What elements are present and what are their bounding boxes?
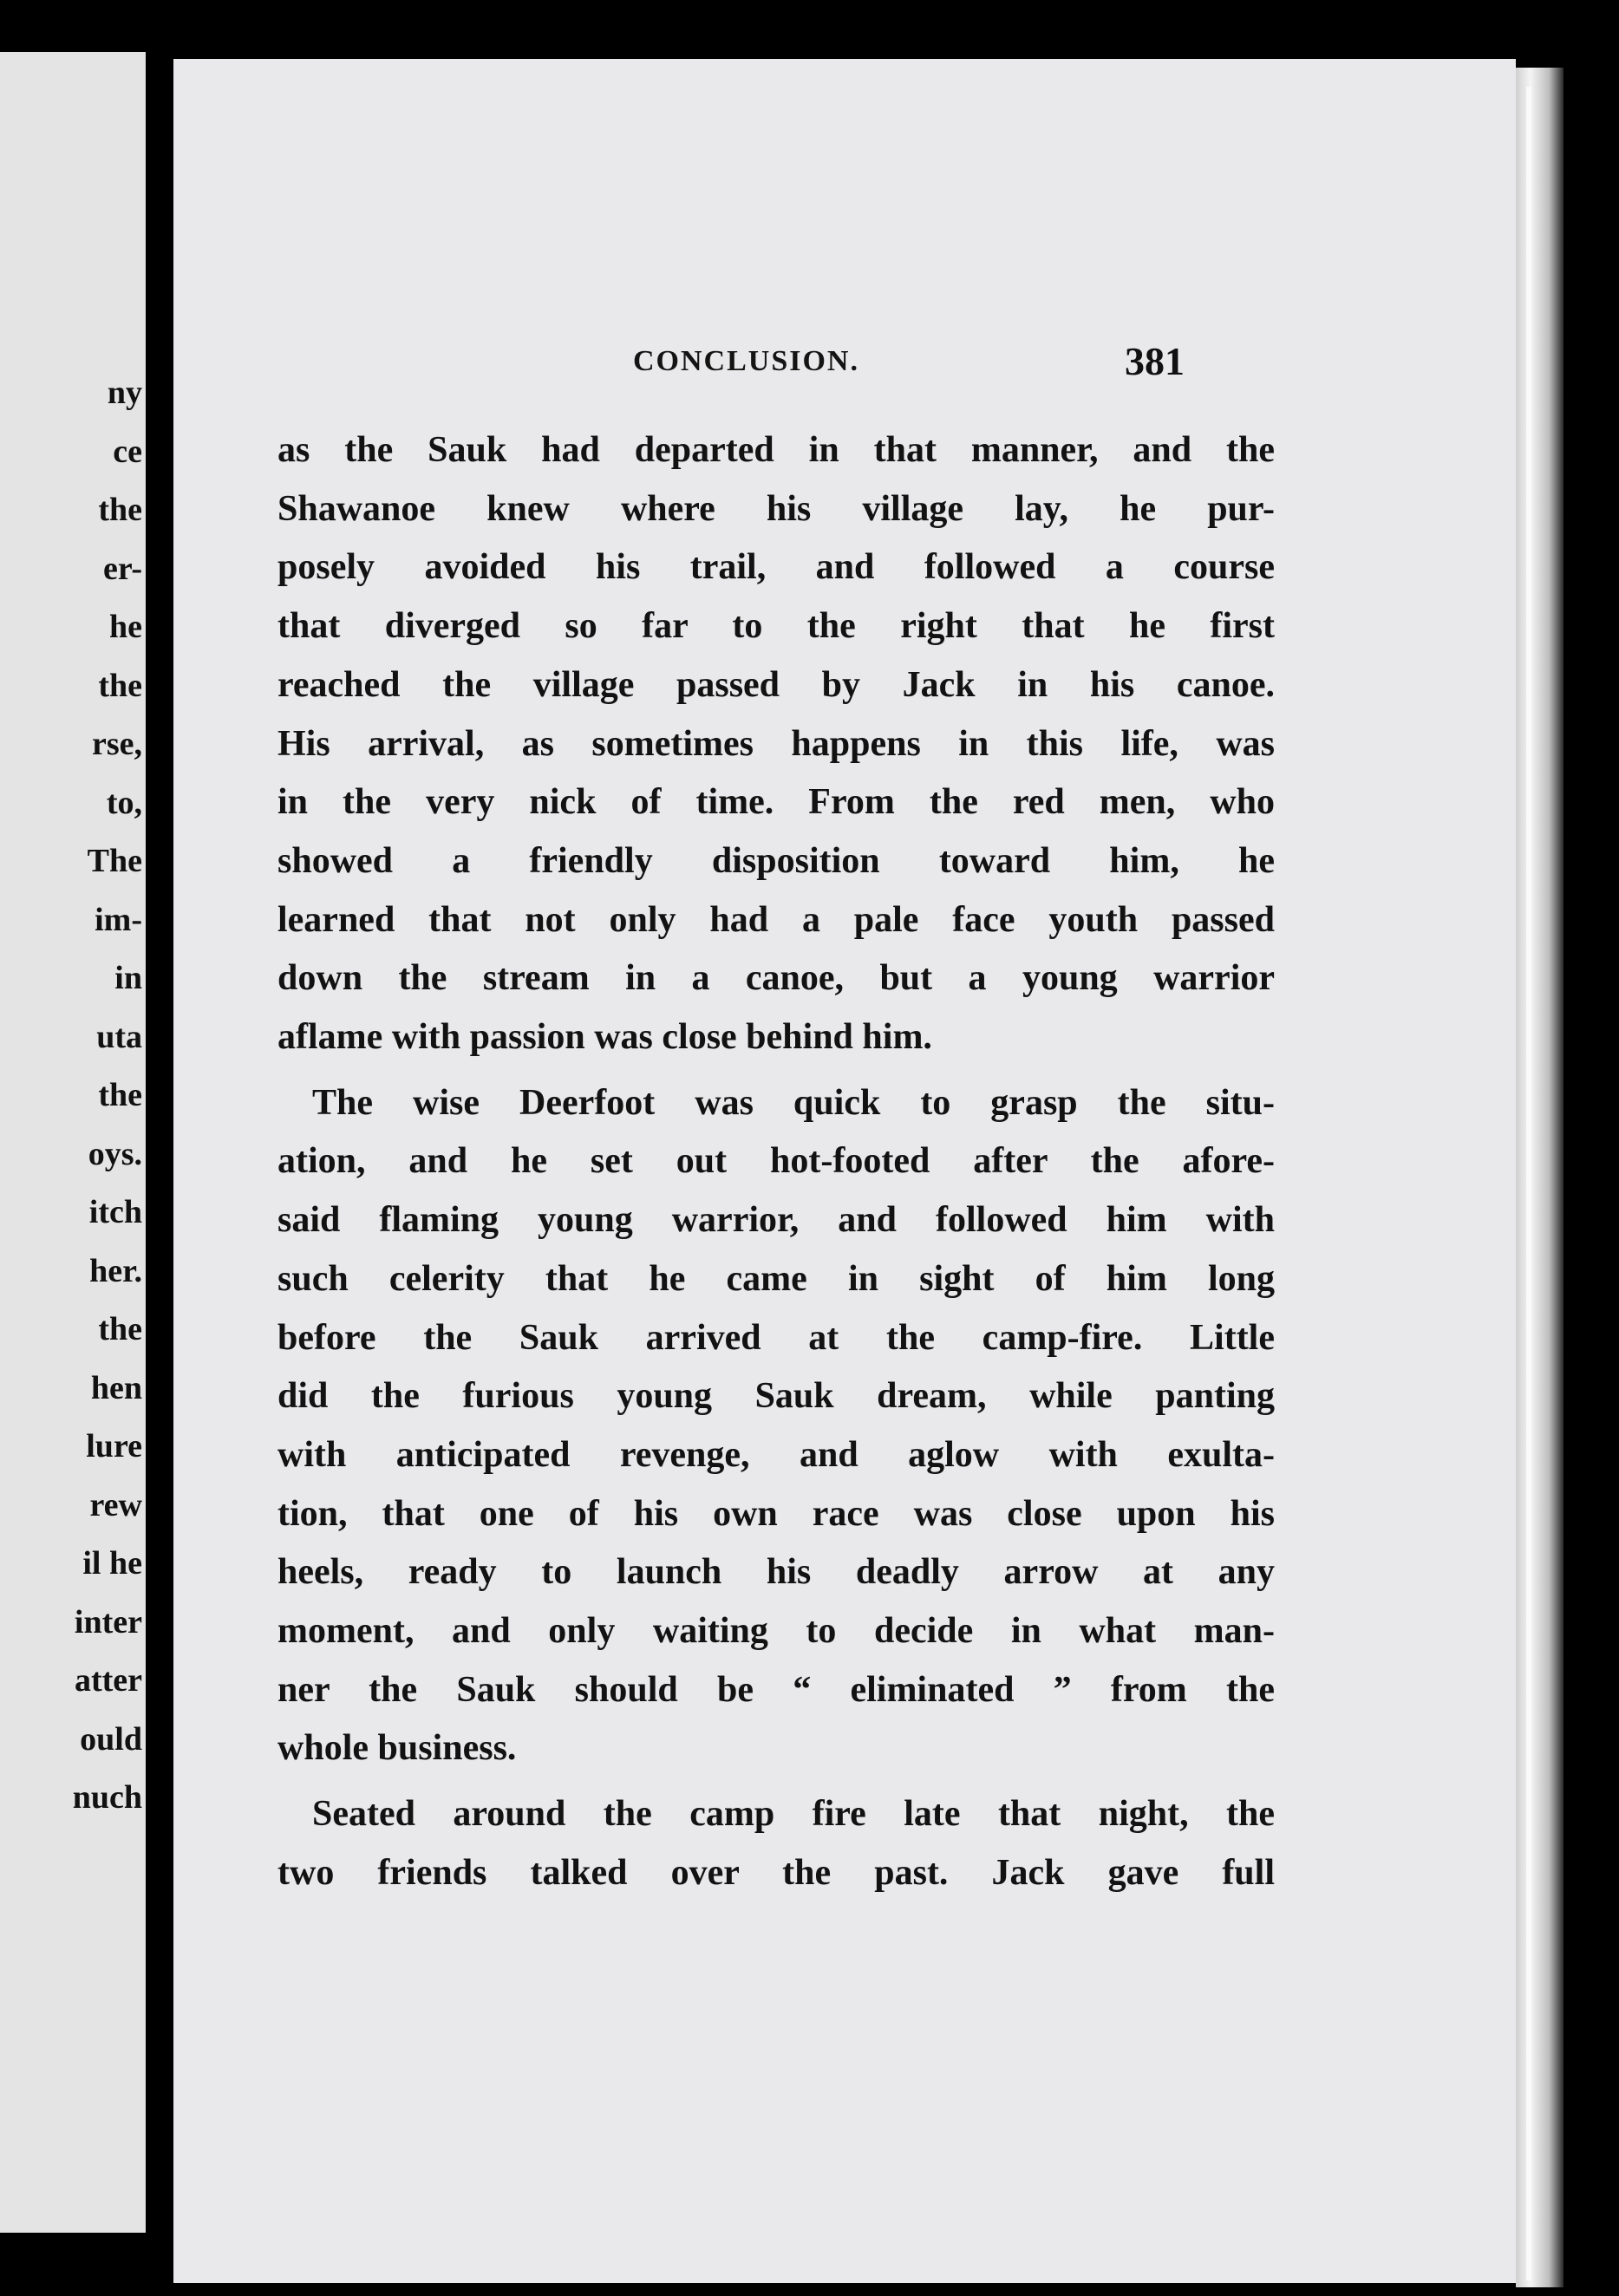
text-line: that diverged so far to the right that he first (277, 606, 1275, 647)
left-page-line: oys. (88, 1135, 142, 1172)
left-page-line: nuch (72, 1779, 142, 1816)
paragraph (277, 1785, 1275, 1902)
left-page-line: in (114, 960, 142, 996)
book-page (173, 59, 1516, 2283)
text-line: showed a friendly disposition toward him, he (277, 840, 1275, 881)
text-line: Shawanoe knew where his village lay, he pur- (277, 488, 1275, 529)
left-page-line: the (98, 492, 142, 528)
text-line: such celerity that he came in sight of him long (277, 1258, 1275, 1299)
running-header-title: CONCLUSION. (633, 345, 859, 377)
left-page-line: her. (89, 1252, 142, 1289)
text-line: posely avoided his trail, and followed a course (277, 547, 1275, 588)
text-line: His arrival, as sometimes happens in this life, was (277, 723, 1275, 764)
paragraph-gap (277, 1778, 1275, 1785)
left-page-line: he (109, 609, 142, 645)
text-line: as the Sauk had departed in that manner, and the (277, 430, 1275, 470)
text-line: moment, and only waiting to decide in what man- (277, 1611, 1275, 1652)
text-line: before the Sauk arrived at the camp-fire. Little (277, 1317, 1275, 1358)
text-line: heels, ready to launch his deadly arrow at any (277, 1552, 1275, 1593)
left-page-line: ould (80, 1720, 142, 1758)
text-line: reached the village passed by Jack in his canoe. (277, 664, 1275, 705)
left-page-line: the (98, 1077, 142, 1113)
left-page-line: itch (88, 1194, 142, 1230)
running-header (173, 338, 1361, 390)
left-page-text-fragments (73, 364, 142, 1828)
text-line: whole business. (277, 1728, 517, 1769)
body-text (277, 421, 1275, 1903)
text-line: said flaming young warrior, and followed him with (277, 1200, 1275, 1241)
left-page-line: ny (107, 375, 142, 411)
left-page-line: the (98, 667, 142, 704)
left-page-line: hen (90, 1369, 142, 1406)
left-page-line: The (87, 843, 142, 879)
left-page-line: to, (106, 784, 142, 821)
text-line: Seated around the camp fire late that night, the (312, 1794, 1275, 1835)
text-line: ation, and he set out hot-footed after the afore- (277, 1141, 1275, 1182)
left-page-line: im- (95, 901, 142, 938)
text-line: aflame with passion was close behind him. (277, 1017, 932, 1058)
text-line: with anticipated revenge, and aglow with exulta- (277, 1434, 1275, 1475)
page-number: 381 (1125, 339, 1185, 383)
text-line: learned that not only had a pale face youth passed (277, 899, 1275, 940)
left-page-line: uta (96, 1018, 142, 1055)
paragraph (277, 1074, 1275, 1778)
text-line: ner the Sauk should be “ eliminated ” from the (277, 1669, 1275, 1710)
page-edge-shadow (1516, 68, 1564, 2287)
left-page-line: il he (82, 1545, 142, 1582)
text-line: two friends talked over the past. Jack gave full (277, 1852, 1275, 1893)
left-facing-page (0, 52, 146, 2233)
text-line: down the stream in a canoe, but a young warrior (277, 958, 1275, 999)
paragraph-gap (277, 1067, 1275, 1074)
left-page-line: the (98, 1311, 142, 1347)
text-line: did the furious young Sauk dream, while panting (277, 1376, 1275, 1417)
left-page-line: inter (74, 1603, 142, 1640)
page-edge-highlight (1526, 87, 1531, 2280)
text-line: tion, that one of his own race was close upon his (277, 1493, 1275, 1534)
paragraph (277, 421, 1275, 1067)
left-page-line: rse, (91, 726, 142, 762)
left-page-line: rew (89, 1486, 142, 1523)
left-page-line: lure (86, 1428, 142, 1464)
left-page-line: ce (113, 433, 142, 470)
text-line: The wise Deerfoot was quick to grasp the situ- (312, 1082, 1275, 1123)
left-page-line: atter (74, 1662, 142, 1699)
text-line: in the very nick of time. From the red men, who (277, 782, 1275, 823)
left-page-line: er- (103, 550, 142, 587)
